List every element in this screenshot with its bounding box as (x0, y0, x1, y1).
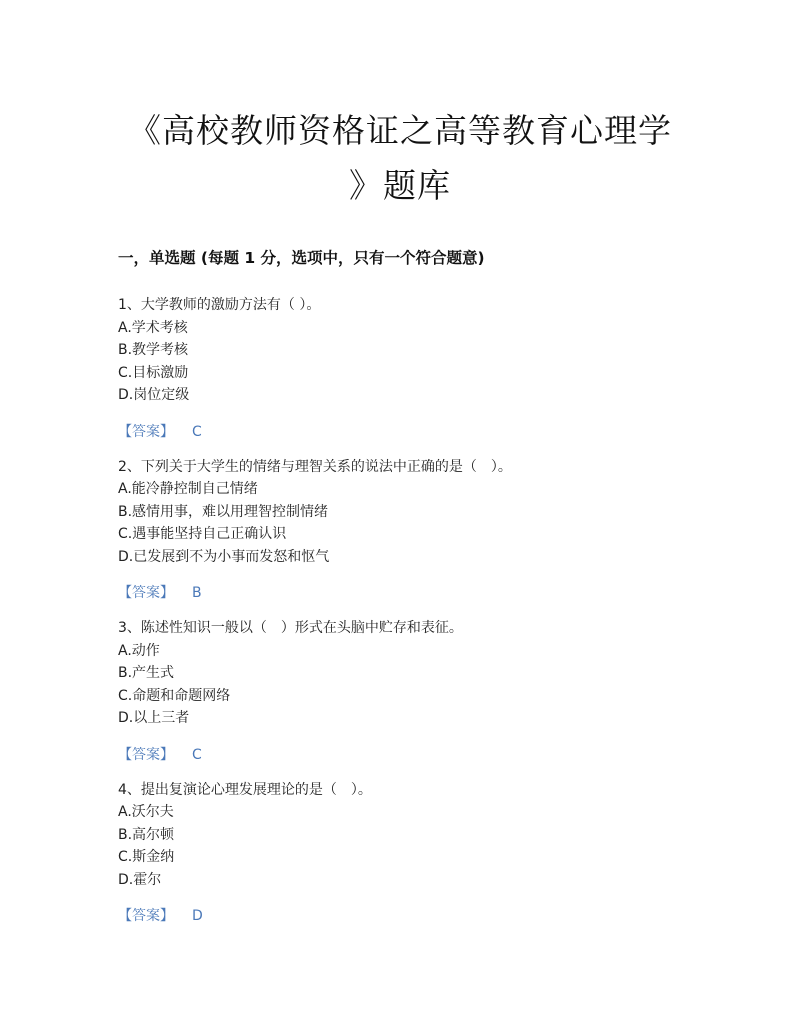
option-c: C.命题和命题网络 (118, 687, 231, 704)
section-heading: 一，单选题 (每题 1 分，选项中，只有一个符合题意) (118, 249, 485, 267)
question-1 (118, 294, 718, 443)
option-b: B.教学考核 (118, 342, 189, 358)
option-a: A.动作 (118, 642, 160, 659)
question-4 (118, 779, 718, 928)
question-stem: 3、陈述性知识一般以（ ）形式在头脑中贮存和表征。 (118, 620, 463, 636)
answer-value: C (192, 423, 202, 440)
option-d: D.霍尔 (118, 871, 162, 888)
question-stem: 1、大学教师的激励方法有（ ）。 (118, 297, 321, 313)
question-list (118, 294, 718, 940)
answer-line (118, 905, 718, 927)
answer-line (118, 744, 718, 766)
option-c: C.遇事能坚持自己正确认识 (118, 526, 287, 542)
document-title (110, 103, 690, 213)
option-d: D.以上三者 (118, 710, 190, 726)
answer-value: C (192, 746, 202, 763)
option-b: B.高尔顿 (118, 826, 175, 843)
option-a: A.能冷静控制自己情绪 (118, 481, 258, 497)
answer-value: D (192, 908, 203, 924)
option-c: C.目标激励 (118, 364, 189, 381)
option-a: A.沃尔夫 (118, 804, 174, 820)
option-b: B.感情用事，难以用理智控制情绪 (118, 503, 329, 520)
answer-tag: 【答案】 (118, 746, 174, 763)
answer-value: B (192, 585, 202, 601)
option-c: C.斯金纳 (118, 849, 175, 865)
question-2 (118, 456, 718, 605)
question-stem: 2、下列关于大学生的情绪与理智关系的说法中正确的是（ ）。 (118, 458, 512, 475)
answer-line (118, 582, 718, 604)
option-d: D.已发展到不为小事而发怒和怄气 (118, 548, 330, 565)
answer-line (118, 421, 718, 443)
option-d: D.岗位定级 (118, 387, 190, 403)
answer-tag: 【答案】 (118, 423, 174, 440)
option-b: B.产生式 (118, 665, 175, 681)
title-line-1: 《高校教师资格证之高等教育心理学 (128, 111, 672, 150)
question-stem: 4、提出复演论心理发展理论的是（ ）。 (118, 781, 372, 798)
option-a: A.学术考核 (118, 319, 188, 336)
answer-tag: 【答案】 (118, 585, 174, 601)
answer-tag: 【答案】 (118, 908, 174, 924)
question-3 (118, 617, 718, 766)
title-line-2: 》题库 (349, 166, 451, 205)
